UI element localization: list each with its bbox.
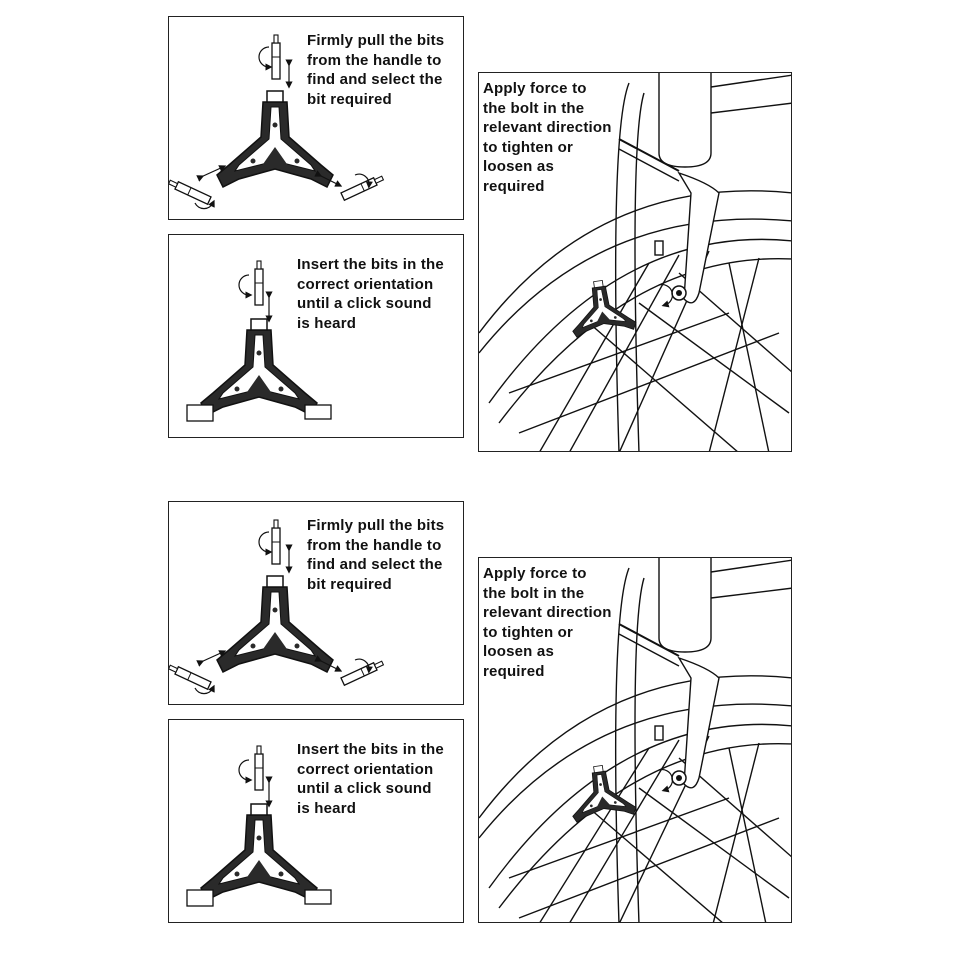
apply-force-caption: Apply force to the bolt in the relevant direction to tighten or loosen as required: [483, 80, 612, 195]
insert-bits-caption: Insert the bits in the correct orientation until a click sound is heard: [297, 741, 444, 817]
panel-apply-force: [478, 72, 792, 452]
instruction-set-2: [0, 485, 960, 965]
panel-insert-bits: [168, 234, 464, 438]
panel-insert-bits: [168, 719, 464, 923]
panel-pull-bits: [168, 16, 464, 220]
instruction-set-1: [0, 0, 960, 480]
apply-force-caption: Apply force to the bolt in the relevant direction to tighten or loosen as required: [483, 565, 612, 680]
panel-pull-bits: [168, 501, 464, 705]
panel-apply-force: [478, 557, 792, 923]
insert-bits-caption: Insert the bits in the correct orientation until a click sound is heard: [297, 256, 444, 332]
pull-bits-caption: Firmly pull the bits from the handle to find and select the bit required: [307, 32, 445, 108]
pull-bits-caption: Firmly pull the bits from the handle to find and select the bit required: [307, 517, 445, 593]
